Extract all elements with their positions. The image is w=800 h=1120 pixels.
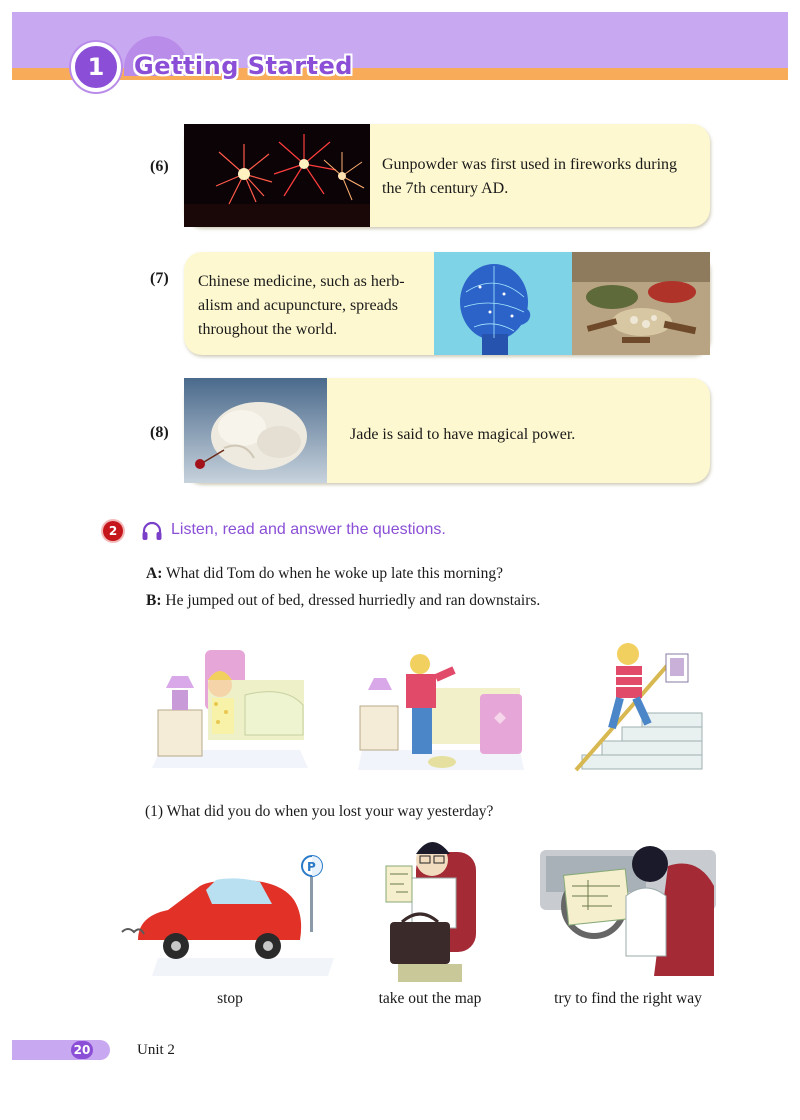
unit-label: Unit 2: [137, 1042, 175, 1058]
fact-text: Gunpowder was first used in fireworks during the 7th century AD.: [382, 156, 678, 197]
svg-text:P: P: [307, 860, 316, 874]
fact-number: (8): [150, 424, 169, 441]
fact-number: (6): [150, 158, 169, 175]
boy-reading-map-in-car-illustration: [538, 836, 718, 981]
dialogue-line-a: A: What did Tom do when he woke up late this morning?: [146, 565, 503, 582]
fireworks-photo: [184, 124, 370, 227]
footer-bar: [12, 1040, 110, 1060]
page-number: 20: [71, 1041, 93, 1059]
boy-dressing-illustration: [352, 650, 527, 775]
dialogue-line-b: B: He jumped out of bed, dressed hurriedly and ran downstairs.: [146, 592, 541, 609]
headphones-icon: [141, 520, 163, 542]
question-1: (1) What did you do when you lost your way yesterday?: [145, 803, 494, 820]
fact-text: Jade is said to have magical power.: [350, 426, 576, 443]
section-title: Getting Started: [134, 52, 353, 80]
caption-find-way: try to find the right way: [554, 990, 702, 1007]
fact-text: Chinese medicine, such as herb- alism and acupuncture, spreads throughout the world.: [198, 273, 405, 338]
acupuncture-head-photo: [434, 252, 572, 355]
herbal-medicine-photo: [572, 252, 710, 355]
section-2-instruction: Listen, read and answer the questions.: [171, 521, 446, 538]
jade-carving-photo: [184, 378, 327, 483]
car-stopped-illustration: [118, 850, 338, 980]
fact-number: (7): [150, 270, 169, 287]
caption-stop: stop: [217, 990, 243, 1007]
caption-take-out-map: take out the map: [378, 990, 482, 1007]
boy-taking-out-map-illustration: [376, 832, 486, 987]
section-number-badge: 1: [71, 42, 121, 92]
boy-waking-up-illustration: [150, 640, 310, 770]
section-2-badge: 2: [103, 521, 123, 541]
boy-running-downstairs-illustration: [572, 630, 712, 780]
